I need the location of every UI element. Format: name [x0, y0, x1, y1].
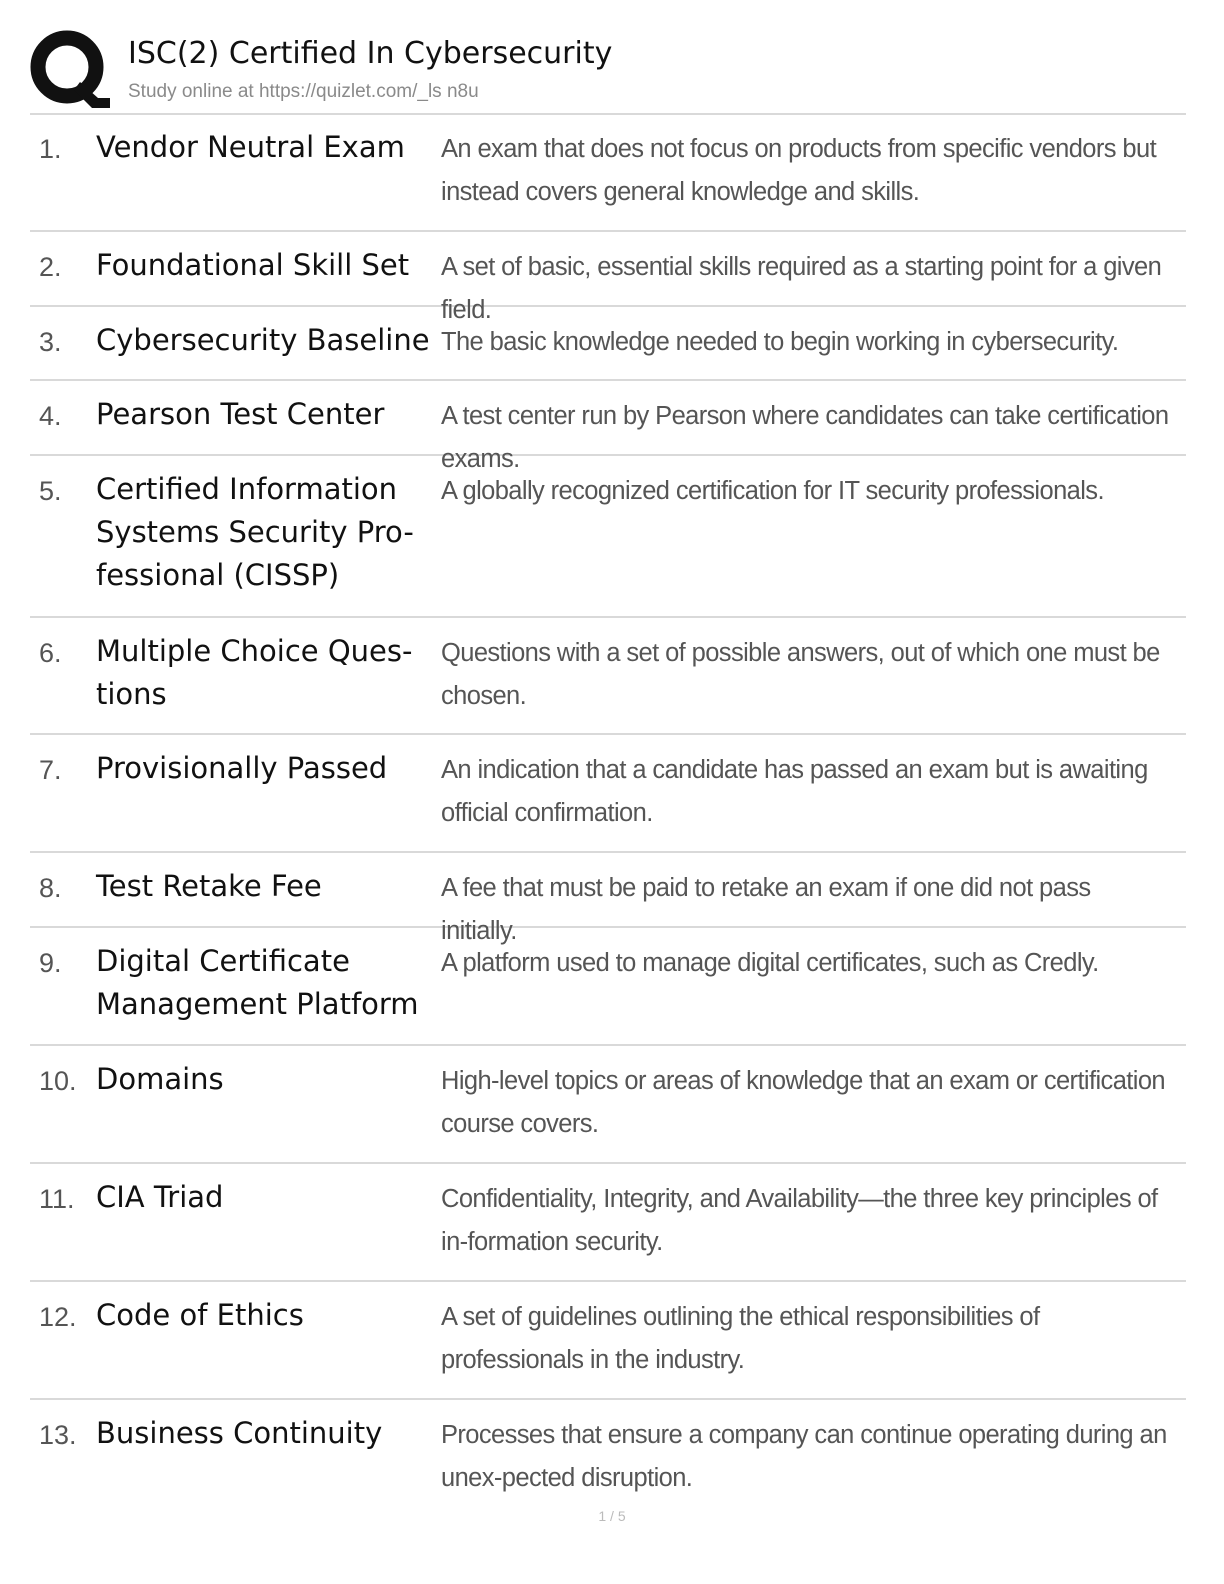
term-row — [30, 1164, 1186, 1282]
term-number: 5. — [39, 476, 62, 506]
term-row — [30, 853, 1186, 945]
term-number: 4. — [39, 401, 62, 431]
term-row — [30, 232, 1186, 324]
term-number: 6. — [39, 638, 62, 668]
term-row — [30, 735, 1186, 853]
term-name: Foundational Skill Set — [96, 248, 410, 282]
study-online-link[interactable]: Study online at https://quizlet.com/_ls n8u — [128, 81, 479, 102]
term-definition: Questions with a set of possible answers, out of which one must be chosen. — [441, 639, 1160, 710]
term-definition: A fee that must be paid to retake an exam if one did not pass initially. — [441, 874, 1091, 945]
term-name: Domains — [96, 1062, 224, 1096]
term-number: 8. — [39, 873, 62, 903]
term-definition: Processes that ensure a company can continue operating during an unex-pected disruption. — [441, 1421, 1167, 1492]
document-title: ISC(2) Certified In Cybersecurity — [128, 36, 613, 71]
term-row — [30, 456, 1186, 618]
term-number: 10. — [39, 1066, 77, 1096]
term-name: Business Continuity — [96, 1416, 383, 1450]
term-number: 3. — [39, 327, 62, 357]
term-definition: The basic knowledge needed to begin working in cybersecurity. — [441, 328, 1119, 356]
term-number: 12. — [39, 1302, 77, 1332]
term-row — [30, 114, 1186, 232]
term-row — [30, 381, 1186, 473]
term-name: Certified Information Systems Security Pro-fessional (CISSP) — [96, 472, 414, 592]
term-row — [30, 1400, 1186, 1518]
term-definition: A platform used to manage digital certificates, such as Credly. — [441, 949, 1099, 977]
term-definition: An exam that does not focus on products from specific vendors but instead covers general knowledge and skills. — [441, 135, 1157, 206]
term-definition: An indication that a candidate has passed an exam but is awaiting official confirmation. — [441, 756, 1148, 827]
term-name: Pearson Test Center — [96, 397, 385, 431]
term-row — [30, 1046, 1186, 1164]
term-row — [30, 928, 1186, 1046]
term-number: 11. — [39, 1184, 75, 1214]
term-number: 13. — [39, 1420, 77, 1450]
term-name: Code of Ethics — [96, 1298, 304, 1332]
page-number: 1 / 5 — [598, 1508, 626, 1524]
term-number: 2. — [39, 252, 62, 282]
term-name: Cybersecurity Baseline — [96, 323, 430, 357]
term-number: 7. — [39, 755, 62, 785]
term-definition: Confidentiality, Integrity, and Availability—the three key principles of in-formation security. — [441, 1185, 1158, 1256]
document-header — [30, 30, 1186, 114]
term-definition: A set of guidelines outlining the ethical responsibilities of professionals in the industry. — [441, 1303, 1040, 1374]
term-name: Vendor Neutral Exam — [96, 130, 405, 164]
term-list — [30, 114, 1186, 1518]
term-name: Test Retake Fee — [96, 869, 322, 903]
term-definition: A set of basic, essential skills required as a starting point for a given field. — [441, 253, 1162, 324]
term-number: 9. — [39, 948, 62, 978]
term-definition: A test center run by Pearson where candidates can take certification exams. — [441, 402, 1169, 473]
term-name: Multiple Choice Ques-tions — [96, 634, 413, 711]
term-definition: A globally recognized certification for IT security professionals. — [441, 477, 1104, 505]
term-row — [30, 307, 1186, 381]
term-row — [30, 618, 1186, 735]
term-row — [30, 1282, 1186, 1400]
term-name: Provisionally Passed — [96, 751, 388, 785]
term-number: 1. — [39, 134, 62, 164]
term-definition: High-level topics or areas of knowledge that an exam or certification course covers. — [441, 1067, 1165, 1138]
quizlet-logo-icon — [30, 30, 110, 108]
term-name: Digital Certificate Management Platform — [96, 944, 419, 1021]
term-name: CIA Triad — [96, 1180, 224, 1214]
